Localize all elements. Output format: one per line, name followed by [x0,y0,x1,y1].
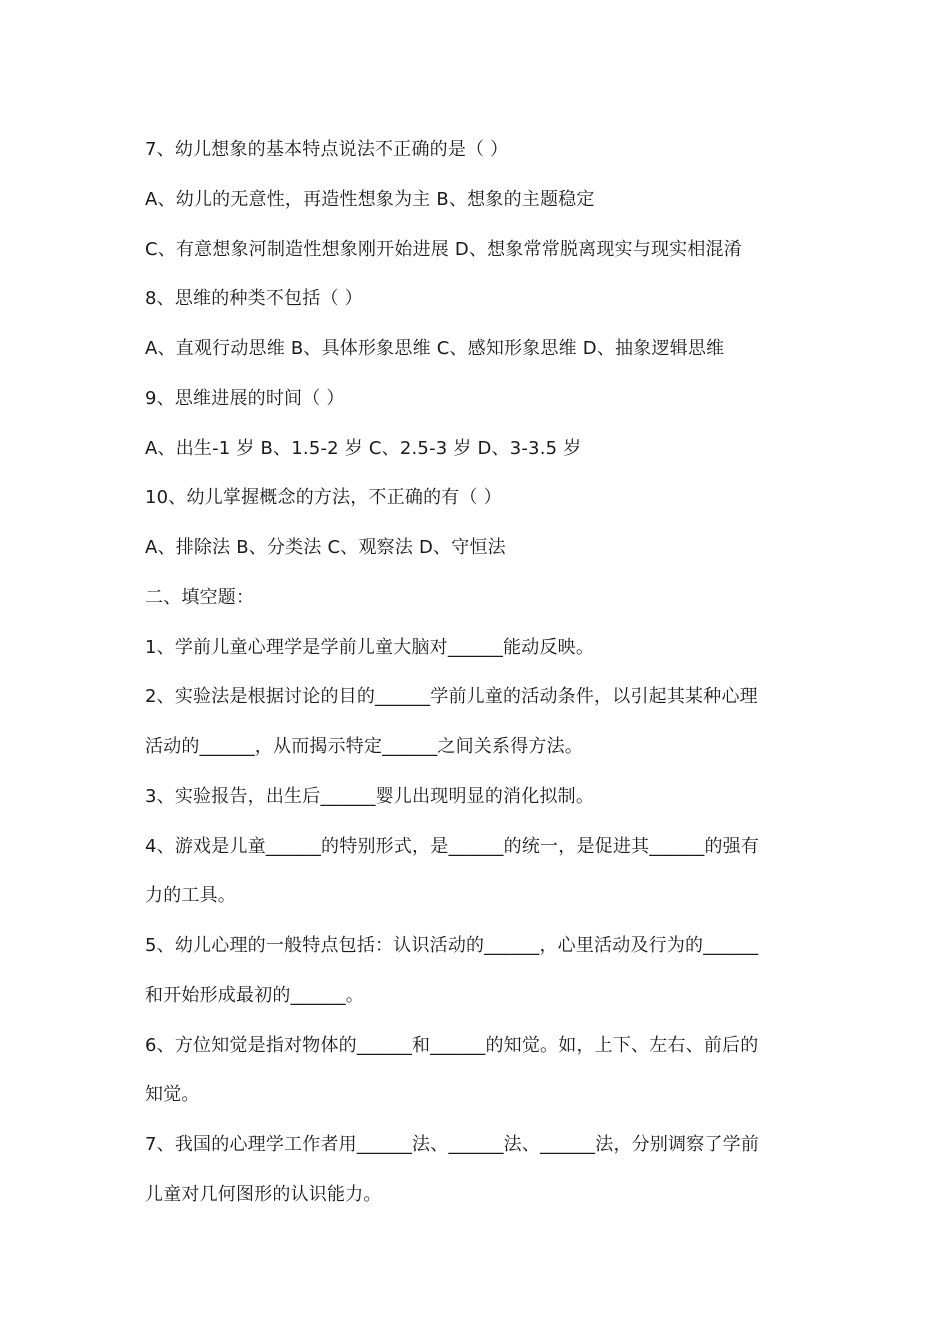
fill-question-4-line-1: 4、游戏是儿童______的特别形式，是______的统一，是促进其______的强有 [145,836,760,857]
section-heading-fill-in: 二、填空题： [145,587,255,608]
fill-question-1: 1、学前儿童心理学是学前儿童大脑对______能动反映。 [145,637,595,658]
question-7-options-ab: A、幼儿的无意性，再造性想象为主 B、想象的主题稳定 [145,189,595,210]
fill-question-7-line-2: 儿童对几何图形的认识能力。 [145,1184,382,1205]
fill-question-7-line-1: 7、我国的心理学工作者用______法、______法、______法，分别调察了学前 [145,1134,760,1155]
question-10-options: A、排除法 B、分类法 C、观察法 D、守恒法 [145,537,506,558]
fill-question-2-line-2: 活动的______，从而揭示特定______之间关系得方法。 [145,736,583,757]
question-8-stem: 8、思维的种类不包括（ ） [145,288,363,309]
fill-question-2-line-1: 2、实验法是根据讨论的目的______学前儿童的活动条件，以引起其某种心理 [145,686,758,707]
fill-question-6-line-2: 知觉。 [145,1084,200,1105]
question-9-options: A、出生-1 岁 B、1.5-2 岁 C、2.5-3 岁 D、3-3.5 岁 [145,438,582,459]
fill-question-5-line-1: 5、幼儿心理的一般特点包括：认识活动的______，心里活动及行为的______ [145,935,759,956]
question-10-stem: 10、幼儿掌握概念的方法，不正确的有（ ） [145,487,502,508]
question-7-stem: 7、幼儿想象的基本特点说法不正确的是（ ） [145,139,509,160]
fill-question-5-line-2: 和开始形成最初的______。 [145,985,364,1006]
question-9-stem: 9、思维进展的时间（ ） [145,388,345,409]
fill-question-6-line-1: 6、方位知觉是指对物体的______和______的知觉。如，上下、左右、前后的 [145,1035,759,1056]
question-7-options-cd: C、有意想象河制造性想象刚开始进展 D、想象常常脱离现实与现实相混淆 [145,239,742,260]
fill-question-4-line-2: 力的工具。 [145,885,236,906]
question-8-options: A、直观行动思维 B、具体形象思维 C、感知形象思维 D、抽象逻辑思维 [145,338,725,359]
fill-question-3: 3、实验报告，出生后______婴儿出现明显的消化拟制。 [145,786,595,807]
